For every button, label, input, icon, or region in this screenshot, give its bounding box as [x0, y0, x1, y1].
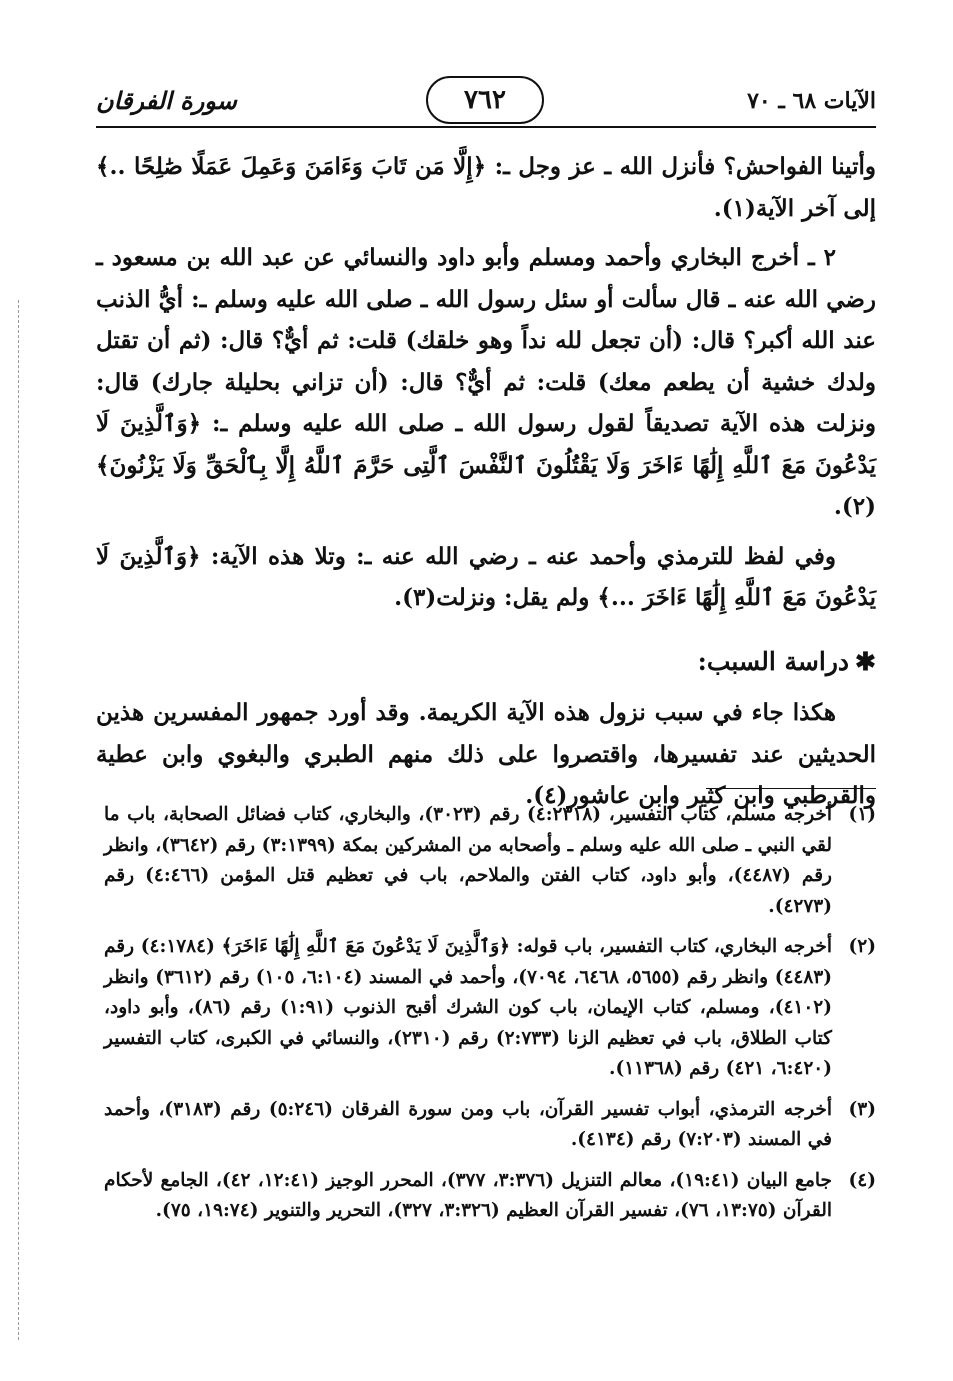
footnote-number: (٢) [848, 936, 876, 957]
page-edge-rule [18, 300, 19, 1340]
star-icon: ✱ [855, 646, 876, 676]
paragraph-4: هكذا جاء في سبب نزول هذه الآية الكريمة. وقد أورد جمهور المفسرين هذين الحديثين عند تفسيرها، واقتصروا على ذلك منهم الطبري والبغوي وابن عطية والقرطبي وابن كثير وابن عاشور(٤). [96, 699, 876, 809]
main-text [96, 146, 876, 825]
footnotes [104, 800, 876, 1237]
footnote-text: أخرجه الترمذي، أبواب تفسير القرآن، باب ومن سورة الفرقان (٥:٢٤٦) رقم (٣١٨٣)، وأحمد في المسند (٧:٢٠٣) رقم (٤١٣٤). [104, 1098, 832, 1150]
footnote-number: (١) [848, 804, 876, 825]
page-number-badge [426, 76, 544, 124]
footnote-text: أخرجه مسلم، كتاب التفسير، (٤:٢٣١٨) رقم (٣٠٢٣)، والبخاري، كتاب فضائل الصحابة، باب ما لقي النبي ـ صلى الله عليه وسلم ـ وأصحابه من المشركين بمكة (٣:١٣٩٩) رقم (٣٦٤٢)، وانظر رقم (٤٤٨٧)، وأبو داود، كتاب الفتن والملاحم، باب في تعظيم قتل المؤمن (٤:٤٦٦) رقم (٤٢٧٣). [104, 804, 832, 917]
footnote-4 [104, 1166, 876, 1227]
footnote-separator [706, 788, 876, 789]
footnote-1 [104, 800, 876, 922]
header-divider [96, 126, 876, 128]
footnote-3 [104, 1095, 876, 1156]
footnote-text: أخرجه البخاري، كتاب التفسير، باب قوله: ﴿وَٱلَّذِينَ لَا يَدْعُونَ مَعَ ٱللَّهِ إِلَٰهًا ءَاخَرَ﴾ (٤:١٧٨٤) رقم (٤٤٨٣) وانظر رقم (٥٦٥٥، ٦٤٦٨، ٧٠٩٤)، وأحمد في المسند (٦:١٠٤، ١٠٥) رقم (٣٦١٢) وانظر (٤١٠٢)، ومسلم، كتاب الإيمان، باب كون الشرك أقبح الذنوب (١:٩١) رقم (٨٦)، وأبو داود، كتاب الطلاق، باب في تعظيم الزنا (٢:٧٣٣) رقم (٢٣١٠)، والنسائي في الكبرى، كتاب التفسير (٦:٤٢٠، ٤٢١) رقم (١١٣٦٨). [104, 936, 832, 1079]
surah-name: سورة الفرقان [96, 86, 237, 115]
verses-range-label: الآيات ٦٨ ـ ٧٠ [747, 88, 876, 114]
page-number: ٧٦٢ [464, 85, 506, 115]
paragraph-1: وأتينا الفواحش؟ فأنزل الله ـ عز وجل ـ: ﴿إِلَّا مَن تَابَ وَءَامَنَ وَعَمِلَ عَمَلًا صَٰلِحًا ..﴾ إلى آخر الآية(١). [96, 153, 877, 222]
section-heading [96, 641, 876, 683]
footnote-text: جامع البيان (١٩:٤١)، معالم التنزيل (٣:٣٧٦، ٣٧٧)، المحرر الوجيز (١٢:٤١، ٤٢)، الجامع لأحكام القرآن (١٣:٧٥، ٧٦)، تفسير القرآن العظيم (٣:٣٢٦، ٣٢٧)، التحرير والتنوير (١٩:٧٤، ٧٥). [104, 1169, 832, 1221]
page-header [96, 76, 876, 132]
paragraph-3: وفي لفظ للترمذي وأحمد عنه ـ رضي الله عنه ـ: وتلا هذه الآية: ﴿وَٱلَّذِينَ لَا يَدْعُونَ مَعَ ٱللَّهِ إِلَٰهًا ءَاخَرَ ...﴾ ولم يقل: ونزلت(٣). [96, 542, 876, 611]
footnote-number: (٤) [848, 1169, 876, 1191]
section-heading-text: دراسة السبب: [697, 646, 850, 676]
footnote-2 [104, 932, 876, 1085]
footnote-number: (٣) [848, 1098, 876, 1120]
paragraph-2: ٢ ـ أخرج البخاري وأحمد ومسلم وأبو داود والنسائي عن عبد الله بن مسعود ـ رضي الله عنه ـ قال سألت أو سئل رسول الله ـ صلى الله عليه وسلم ـ: أيُّ الذنب عند الله أكبر؟ قال: (أن تجعل لله نداً وهو خلقك) قلت: ثم أيٌّ؟ قال: (ثم أن تقتل ولدك خشية أن يطعم معك) قلت: ثم أيٌّ؟ قال: (أن تزاني بحليلة جارك) قال: ونزلت هذه الآية تصديقاً لقول رسول الله ـ صلى الله عليه وسلم ـ: ﴿وَٱلَّذِينَ لَا يَدْعُونَ مَعَ ٱللَّهِ إِلَٰهًا ءَاخَرَ وَلَا يَقْتُلُونَ ٱلنَّفْسَ ٱلَّتِى حَرَّمَ ٱللَّهُ إِلَّا بِٱلْحَقِّ وَلَا يَزْنُونَ﴾(٢). [96, 244, 876, 520]
